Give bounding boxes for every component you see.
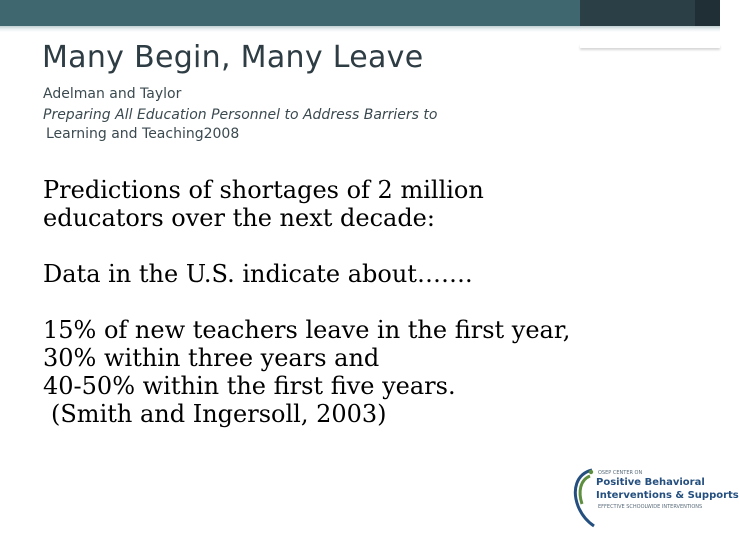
title-divider-right (580, 44, 720, 48)
title-divider (0, 26, 720, 32)
slide-subtitle: Adelman and Taylor (43, 86, 182, 102)
source-line-1: Preparing All Education Personnel to Address Barriers to (43, 107, 438, 123)
body-line: Data in the U.S. indicate about……. (43, 260, 473, 288)
header-bar-main (0, 0, 580, 26)
logo-bottom-text: EFFECTIVE SCHOOLWIDE INTERVENTIONS (598, 504, 703, 510)
slide-title: Many Begin, Many Leave (42, 40, 424, 75)
body-line: (Smith and Ingersoll, 2003) (51, 400, 387, 428)
pbis-logo-icon (568, 466, 598, 532)
body-line: educators over the next decade: (43, 204, 435, 232)
header-bar-segment (580, 0, 695, 26)
logo-top-text: OSEP CENTER ON (598, 470, 643, 476)
source-citation (43, 106, 543, 144)
slide-body (43, 176, 663, 428)
body-line: 15% of new teachers leave in the first year, (43, 316, 571, 344)
header-bar-segment-end (695, 0, 720, 26)
body-line: 40-50% within the first five years. (43, 372, 456, 400)
paragraph-spacer (43, 288, 663, 316)
logo-title-line-1: Positive Behavioral (596, 477, 705, 488)
header-bar (0, 0, 720, 26)
body-line: 30% within three years and (43, 344, 380, 372)
source-line-2: Learning and Teaching2008 (46, 126, 240, 142)
logo-title-line-2: Interventions & Supports (596, 490, 739, 501)
body-line: Predictions of shortages of 2 million (43, 176, 484, 204)
pbis-logo (568, 466, 739, 532)
paragraph-spacer (43, 232, 663, 260)
